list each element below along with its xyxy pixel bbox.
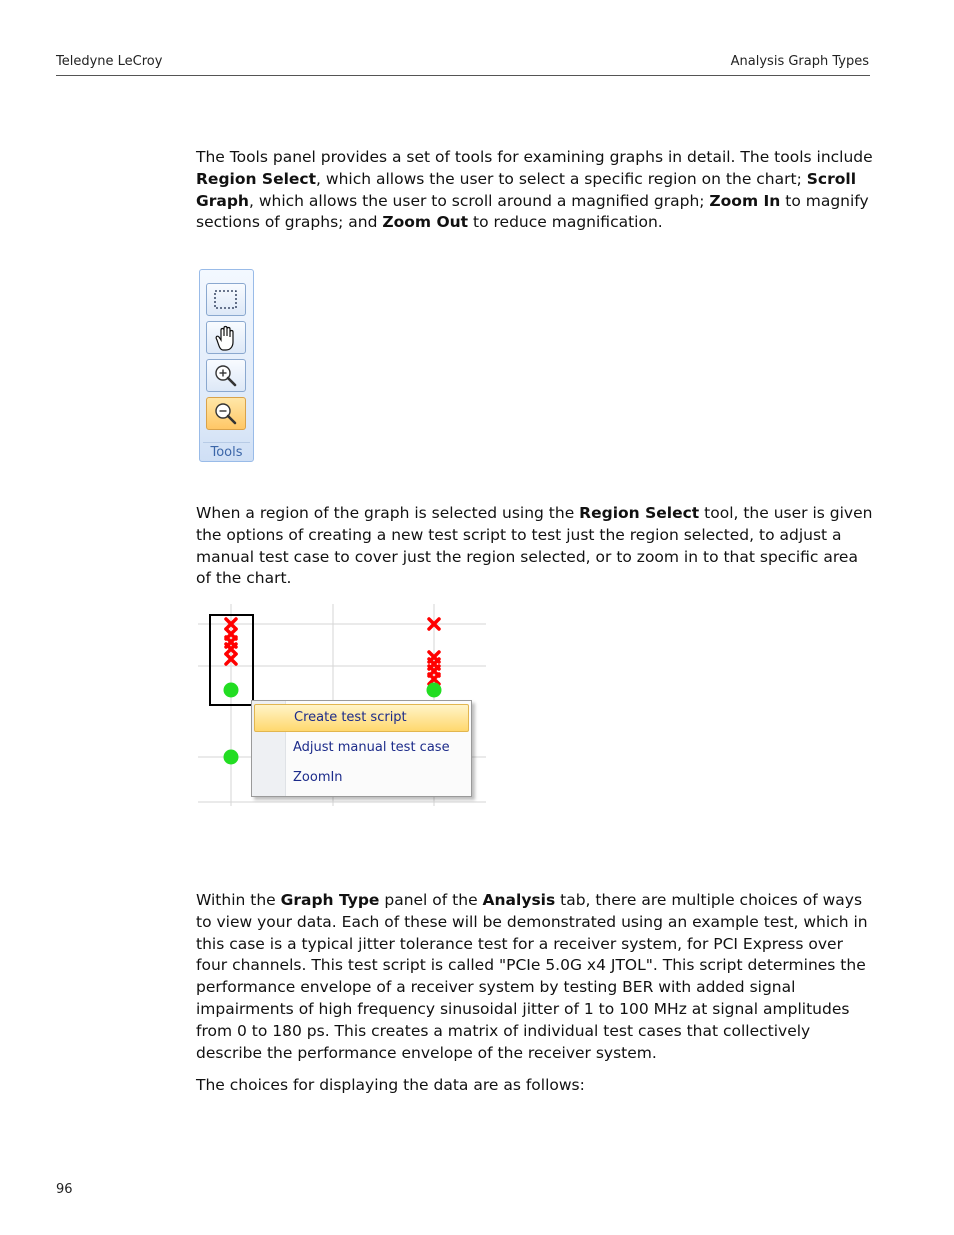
bold-term: Zoom Out: [382, 213, 469, 232]
page-number: 96: [56, 1182, 73, 1197]
context-menu: [251, 700, 472, 797]
region-select-icon: [213, 288, 239, 312]
header-doc-brand: Teledyne LeCroy: [56, 54, 163, 69]
scroll-graph-button[interactable]: [206, 321, 246, 354]
text-run: panel of the: [379, 891, 483, 909]
text-run: The Tools panel provides a set of tools for examining graphs in detail. The tools include: [196, 148, 873, 166]
text-run: , which allows the user to select a specific region on the chart;: [316, 169, 807, 188]
fail-markers-col1: [226, 619, 236, 664]
header-section-title: Analysis Graph Types: [730, 54, 869, 69]
scroll-hand-icon: [211, 324, 241, 352]
bold-term: Scroll Graph: [196, 169, 857, 210]
bold-term: Region Select: [196, 169, 317, 188]
tools-panel: [199, 269, 254, 462]
pass-marker: [224, 750, 239, 765]
bold-term: Region Select: [579, 504, 700, 522]
text-run: to magnify sections of graphs; and: [196, 191, 869, 232]
choices-paragraph: [196, 1075, 876, 1097]
menu-item-create-test-script[interactable]: Create test script: [254, 704, 469, 732]
intro-paragraph: [196, 147, 876, 234]
bold-term: Graph Type: [280, 891, 380, 909]
menu-item-zoom-in[interactable]: ZoomIn: [293, 770, 343, 785]
menu-item-adjust-manual-test-case[interactable]: Adjust manual test case: [293, 740, 450, 755]
tools-panel-label: Tools: [210, 445, 243, 460]
pass-marker: [427, 683, 442, 698]
zoom-out-icon: [212, 400, 240, 428]
bold-term: Zoom In: [709, 191, 781, 210]
header-divider: [56, 75, 870, 76]
zoom-in-button[interactable]: [206, 359, 246, 392]
text-run: When a region of the graph is selected using the: [196, 504, 580, 522]
text-run: to reduce magnification.: [468, 213, 663, 232]
region-select-button[interactable]: [206, 283, 246, 316]
text-run: tool, the user is given the options of creating a new test script to test just the region selected, to adjust a manual test case to cover just the region selected, or to zoom in to that specific area of the chart.: [196, 504, 873, 588]
region-select-paragraph: [196, 503, 876, 590]
graph-type-paragraph: [196, 890, 876, 1064]
tools-separator: [203, 442, 250, 443]
zoom-out-button[interactable]: [206, 397, 246, 430]
text-run: tab, there are multiple choices of ways to view your data. Each of these will be demonstrated using an example test, which in this case is a typical jitter tolerance test for a receiver system, for PCI Express over four channels. This test script is called "PCIe 5.0G x4 JTOL". This script determines the performance envelope of a receiver system by testing BER with added signal impairments of high frequency sinusoidal jitter of 1 to 100 MHz at signal amplitudes from 0 to 180 ps. This creates a matrix of individual test cases that collectively describe the performance envelope of the receiver system.: [196, 891, 868, 1062]
text-run: Within the: [196, 891, 281, 909]
bold-term: Analysis: [482, 891, 556, 909]
text-run: , which allows the user to scroll around a magnified graph;: [248, 191, 710, 210]
text-run: The choices for displaying the data are as follows:: [196, 1076, 585, 1094]
zoom-in-icon: [212, 362, 240, 390]
pass-marker: [224, 683, 239, 698]
